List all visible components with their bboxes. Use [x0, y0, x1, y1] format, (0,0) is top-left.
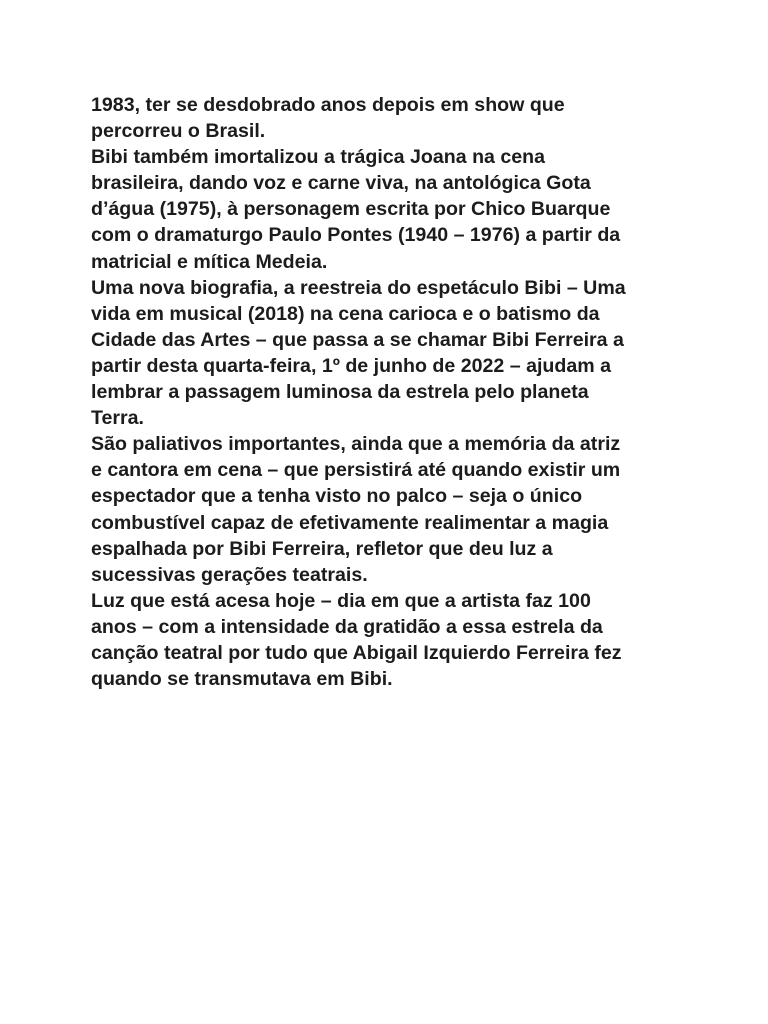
- text-line: anos – com a intensidade da gratidão a essa estrela da: [91, 615, 603, 638]
- text-line: sucessivas gerações teatrais.: [91, 563, 368, 586]
- text-line: 1983, ter se desdobrado anos depois em show que: [91, 94, 565, 116]
- text-line: Terra.: [91, 407, 145, 430]
- text-line: com o dramaturgo Paulo Pontes (1940 – 1976) a partir da: [91, 224, 621, 247]
- text-line: Uma nova biografia, a reestreia do espetáculo Bibi – Uma: [91, 276, 626, 299]
- text-line: combustível capaz de efetivamente realimentar a magia: [91, 511, 609, 534]
- text-line: lembrar a passagem luminosa da estrela pelo planeta: [91, 381, 589, 404]
- text-line: Bibi também imortalizou a trágica Joana na cena: [91, 146, 546, 169]
- text-line: brasileira, dando voz e carne viva, na antológica Gota: [91, 172, 591, 195]
- article-text: [91, 92, 691, 692]
- text-line: espalhada por Bibi Ferreira, refletor que deu luz a: [91, 537, 553, 560]
- text-line: percorreu o Brasil.: [91, 120, 266, 143]
- text-line: espectador que a tenha visto no palco – seja o único: [91, 485, 583, 508]
- text-line: canção teatral por tudo que Abigail Izquierdo Ferreira fez: [91, 641, 622, 664]
- text-line: e cantora em cena – que persistirá até quando existir um: [91, 459, 621, 482]
- text-line: Luz que está acesa hoje – dia em que a artista faz 100: [91, 589, 591, 612]
- text-line: quando se transmutava em Bibi.: [91, 668, 393, 691]
- text-line: vida em musical (2018) na cena carioca e o batismo da: [91, 302, 600, 325]
- text-line: São paliativos importantes, ainda que a memória da atriz: [91, 433, 621, 456]
- text-line: Cidade das Artes – que passa a se chamar Bibi Ferreira a: [91, 328, 624, 351]
- text-line: partir desta quarta-feira, 1º de junho de 2022 – ajudam a: [91, 354, 612, 377]
- text-line: d’água (1975), à personagem escrita por Chico Buarque: [91, 198, 611, 221]
- text-line: matricial e mítica Medeia.: [91, 250, 328, 273]
